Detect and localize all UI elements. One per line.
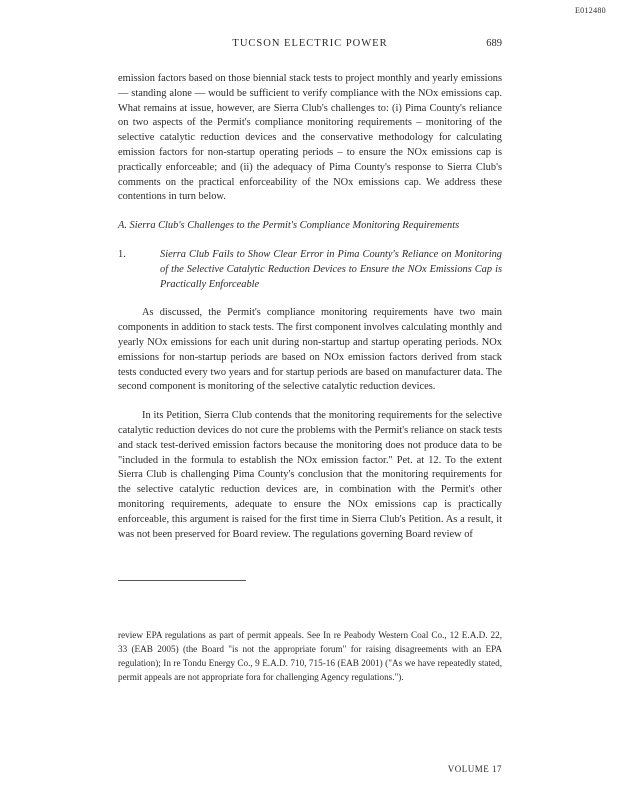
running-title: TUCSON ELECTRIC POWER <box>232 38 388 49</box>
section-heading-a: A. Sierra Club's Challenges to the Permit's Compliance Monitoring Requirements <box>118 220 460 232</box>
footnote-divider <box>118 580 246 581</box>
footnote <box>118 628 502 684</box>
subsection-number: 1. <box>118 248 126 260</box>
paragraph-petition-argument: In its Petition, Sierra Club contends that the monitoring requirements for the selective catalytic reduction devices do not cure the problems with the Permit's reliance on stack tests and stack test-derived emission factors because the monitoring does not produce data to be "included in the formula to establish the NOx emission factor." Pet. at 12. To the extent Sierra Club is challenging Pima County's conclusion that the monitoring requirements for the selective catalytic reduction devices are, in combination with the Permit's other monitoring requirements, adequate to ensure the NOx emissions cap is practically enforceable, this argument is raised for the first time in Sierra Club's Petition. As a result, it was not been preserved for Board review. The regulations governing Board review of <box>118 410 502 540</box>
body-text <box>118 72 502 542</box>
subsection-heading-1 <box>118 248 502 292</box>
footnote-text: review EPA regulations as part of permit appeals. See In re Peabody Western Coal Co., 12 E.A.D. 22, 33 (EAB 2005) (the Board "is not the appropriate forum" for raising disagreements with an EPA regulation); In re Tondu Energy Co., 9 E.A.D. 710, 715-16 (EAB 2001) ("As we have repeatedly stated, permit appeals are not appropriate fora for challenging Agency regulations."). <box>118 630 502 682</box>
paragraph-continuation: emission factors based on those biennial stack tests to project monthly and yearly emissions — standing alone — would be sufficient to verify compliance with the NOx emissions cap. What remains at issue, however, are Sierra Club's challenges to: (i) Pima County's reliance on two aspects of the Permit's compliance monitoring requirements – monitoring of the selective catalytic reduction devices and the conservative methodology for calculating emission factors for non-startup operating periods – to ensure the NOx emissions cap is practically enforceable; and (ii) the adequacy of Pima County's response to Sierra Club's comments on the practical enforceability of the NOx emissions cap. We address these contentions in turn below. <box>118 73 502 203</box>
running-header <box>118 38 502 52</box>
subsection-title: Sierra Club Fails to Show Clear Error in Pima County's Reliance on Monitoring of the Selective Catalytic Reduction Devices to Ensure the NOx Emissions Cap is Practically Enforceable <box>160 248 502 290</box>
volume-label: VOLUME 17 <box>447 764 502 774</box>
paragraph-compliance-components: As discussed, the Permit's compliance monitoring requirements have two main components in addition to stack tests. The first component involves calculating monthly and yearly NOx emissions for each unit during non-startup and startup operating periods. NOx emissions for non-startup periods are based on NOx emission factors derived from stack tests conducted every two years and for startup periods are based on manufacturer data. The second component is monitoring of the selective catalytic reduction devices. <box>118 307 502 393</box>
page-number: 689 <box>486 38 502 49</box>
document-id: E012480 <box>575 6 606 15</box>
